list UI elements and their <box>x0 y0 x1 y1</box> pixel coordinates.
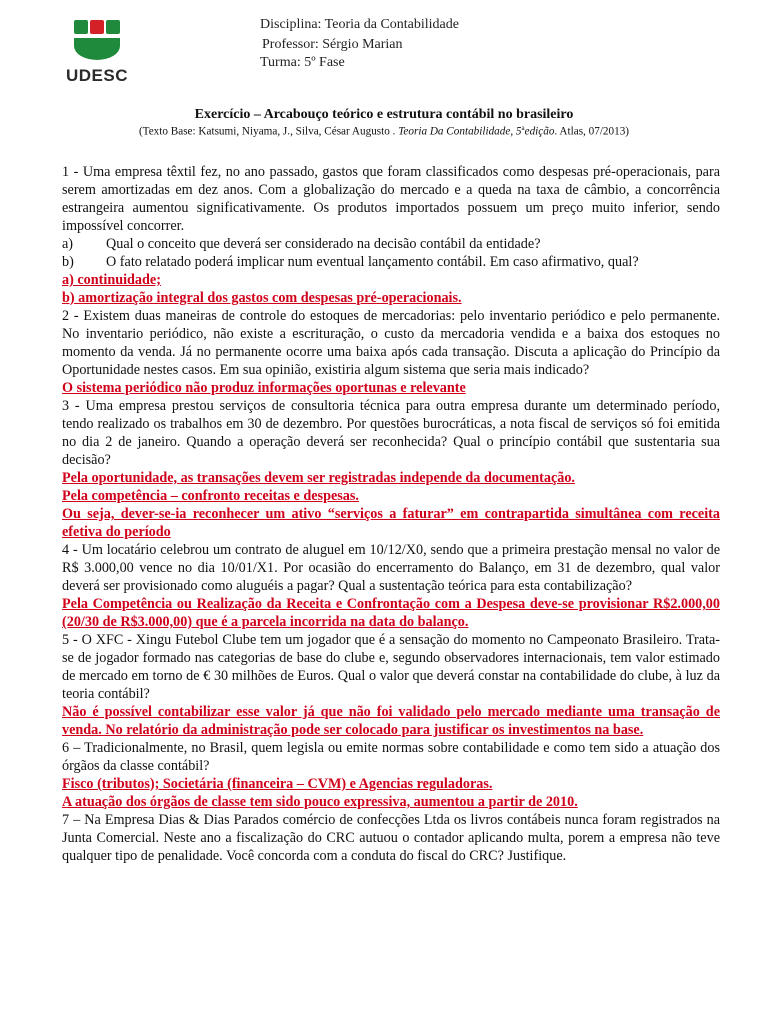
class-label: Turma: 5º Fase <box>260 55 345 70</box>
professor-label: Professor: Sérgio Marian <box>262 37 403 52</box>
answer-1a: a) continuidade; <box>62 272 161 288</box>
logo-wordmark: UDESC <box>66 66 129 85</box>
answer-6-1: Fisco (tributos); Societária (financeira – CVM) e Agencias reguladoras. <box>62 776 493 792</box>
question-1-option-b: b) O fato relatado poderá implicar num eventual lançamento contábil. Em caso afirmativo, qual? <box>62 254 639 270</box>
discipline-label: Disciplina: Teoria da Contabilidade <box>260 17 459 32</box>
source-reference: (Texto Base: Katsumi, Niyama, J., Silva, César Augusto . Teoria Da Contabilidade, 5$^a$edição. Atlas, 07/2013) <box>138 124 630 138</box>
question-2: 2 - Existem duas maneiras de controle do estoques de mercadorias: pelo inventario periódico e pelo permanente. No inventario periódico, não existe a escrituração, o custo da mercadoria vendida e a baixa dos estoques no momento da venda. Já no permanente ocorre uma baixa após cada transação. Discuta a aplicação do Princípio da Oportunidade nestes casos. Em sua opinião, existiria algum sistema que seria mais indicado? <box>62 308 720 378</box>
question-6: 6 – Tradicionalmente, no Brasil, quem legisla ou emite normas sobre contabilidade e como tem sido a atuação dos órgãos da classe contábil? <box>62 740 720 774</box>
answer-2: O sistema periódico não produz informações oportunas e relevante <box>62 380 466 396</box>
question-1-option-a: a) Qual o conceito que deverá ser considerado na decisão contábil da entidade? <box>62 236 541 252</box>
answer-5: Não é possível contabilizar esse valor já que não foi validado pelo mercado mediante uma transação de venda. No relatório da administração pode ser colocado para justificar os investimentos na base. <box>62 704 720 738</box>
question-4: 4 - Um locatário celebrou um contrato de aluguel em 10/12/X0, sendo que a primeira prestação mensal no valor de R$ 3.000,00 vence no dia 10/01/X1. Por ocasião do encerramento do Balanço, em 31 de dezembro, qual valor deverá ser provisionado como aluguéis a pagar? Qual a sustentação teórica para esta contabilização? <box>62 542 720 594</box>
answer-3-3: Ou seja, dever-se-ia reconhecer um ativo “serviços a faturar” em contrapartida simultânea com receita efetiva do período <box>62 506 720 540</box>
answer-3-1: Pela oportunidade, as transações devem ser registradas independe da documentação. <box>62 470 575 486</box>
exercise-body <box>62 163 720 865</box>
question-3: 3 - Uma empresa prestou serviços de consultoria técnica para outra empresa durante um determinado período, tendo realizado os trabalhos em 30 de dezembro. Por questões burocráticas, a nota fiscal de serviços só foi emitida no dia 2 de janeiro. Quando a operação deverá ser reconhecida? Qual o princípio contábil que sustentaria sua decisão? <box>62 398 720 468</box>
question-7: 7 – Na Empresa Dias & Dias Parados comércio de confecções Ltda os livros contábeis nunca foram registrados na Junta Comercial. Neste ano a fiscalização do CRC autuou o contador aplicando multa, porem a empresa não teve qualquer tipo de penalidade. Você concorda com a conduta do fiscal do CRC? Justifique. <box>62 812 720 864</box>
page-title: Exercício – Arcabouço teórico e estrutura contábil no brasileiro <box>194 107 574 122</box>
answer-6-2: A atuação dos órgãos de classe tem sido pouco expressiva, aumentou a partir de 2010. <box>62 794 578 810</box>
answer-3-2: Pela competência – confronto receitas e despesas. <box>62 488 359 504</box>
question-1: 1 - Uma empresa têxtil fez, no ano passado, gastos que foram classificados como despesas pré-operacionais, para serem amortizadas em dez anos. Com a globalização do mercado e a queda na taxa de câmbio, a concorrência estrangeira aumentou significativamente. Os produtos importados possuem um preço muito inferior, sendo impossível concorrer. <box>62 164 720 234</box>
answer-1b: b) amortização integral dos gastos com despesas pré-operacionais. <box>62 290 462 306</box>
question-5: 5 - O XFC - Xingu Futebol Clube tem um jogador que é a sensação do momento no Campeonato Brasileiro. Trata-se de jogador formado nas categorias de base do clube e, segundo observadores internacionais, tem valor estimado de mercado em torno de € 30 milhões de Euros. Qual o valor que deverá constar na contabilidade do clube, à luz da teoria contábil? <box>62 632 720 702</box>
answer-4: Pela Competência ou Realização da Receita e Confrontação com a Despesa deve-se provisionar R$2.000,00 (20/30 de R$3.000,00) que é a parcela incorrida na data do balanço. <box>62 596 720 630</box>
